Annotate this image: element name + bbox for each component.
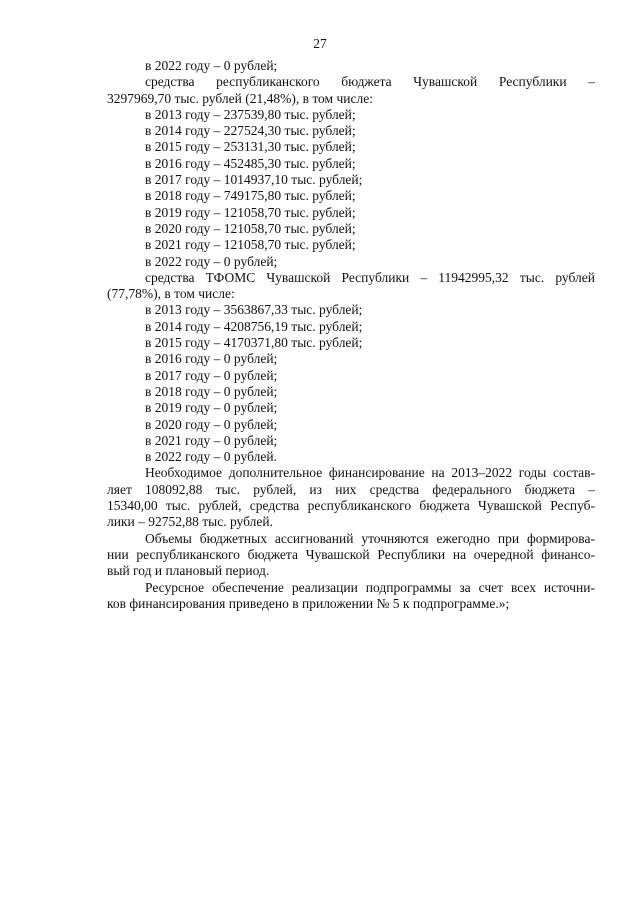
text-line: средства республиканского бюджета Чувашской Республики – [145,74,595,90]
document-body [107,58,595,612]
text-line: в 2014 году – 227524,30 тыс. рублей; [145,123,356,139]
page-number: 27 [313,36,327,51]
text-line: Объемы бюджетных ассигнований уточняются ежегодно при формирова- [145,530,595,546]
text-line: в 2019 году – 0 рублей; [145,400,278,416]
text-line: в 2022 году – 0 рублей; [145,253,278,269]
text-line: в 2013 году – 237539,80 тыс. рублей; [145,106,356,122]
text-line: в 2016 году – 0 рублей; [145,351,278,367]
text-line: 15340,00 тыс. рублей, средства республиканского бюджета Чувашской Респуб- [107,498,595,514]
text-line: в 2021 году – 121058,70 тыс. рублей; [145,237,356,253]
text-line: в 2022 году – 0 рублей; [145,58,278,73]
text-line: в 2017 году – 0 рублей; [145,367,278,383]
text-line: в 2015 году – 4170371,80 тыс. рублей; [145,335,363,351]
text-line: (77,78%), в том числе: [107,286,235,302]
text-line: в 2014 году – 4208756,19 тыс. рублей; [145,318,363,334]
text-line: ков финансирования приведено в приложении № 5 к подпрограмме.»; [107,595,510,611]
text-line: в 2020 году – 121058,70 тыс. рублей; [145,220,356,236]
text-line: Необходимое дополнительное финансирование на 2013–2022 годы состав- [145,465,595,481]
text-line: в 2017 году – 1014937,10 тыс. рублей; [145,172,363,188]
text-line: лики – 92752,88 тыс. рублей. [107,514,273,530]
text-line: вый год и плановый период. [107,563,270,579]
text-line: нии республиканского бюджета Чувашской Республики на очередной финансо- [107,546,595,562]
text-line: Ресурсное обеспечение реализации подпрограммы за счет всех источни- [145,579,595,595]
text-line: в 2019 году – 121058,70 тыс. рублей; [145,204,356,220]
text-line: в 2015 году – 253131,30 тыс. рублей; [145,139,356,155]
text-line: в 2022 году – 0 рублей. [145,449,277,465]
text-line: в 2018 году – 749175,80 тыс. рублей; [145,188,356,204]
text-line: средства ТФОМС Чувашской Республики – 11942995,32 тыс. рублей [145,269,595,285]
text-line: в 2020 году – 0 рублей; [145,416,278,432]
text-line: в 2018 году – 0 рублей; [145,383,278,399]
text-line: в 2013 году – 3563867,33 тыс. рублей; [145,302,363,318]
text-line: в 2021 году – 0 рублей; [145,432,278,448]
text-line: в 2016 году – 452485,30 тыс. рублей; [145,155,356,171]
text-line: 3297969,70 тыс. рублей (21,48%), в том числе: [107,90,373,106]
text-line: ляет 108092,88 тыс. рублей, из них средства федерального бюджета – [107,481,595,497]
